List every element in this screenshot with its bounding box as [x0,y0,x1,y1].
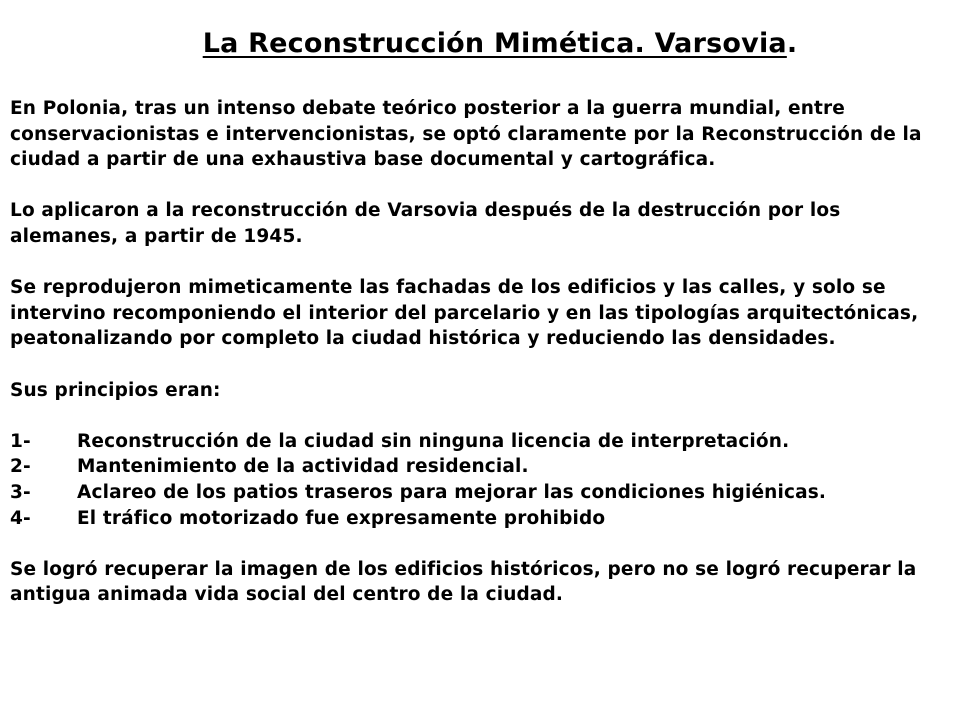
list-item-text: El tráfico motorizado fue expresamente prohibido [77,507,606,529]
slide-body [10,96,950,633]
paragraph-method: Se reprodujeron mimeticamente las fachadas de los edificios y las calles, y solo se intervino recomponiendo el interior del parcelario y en las tipologías arquitectónicas, peatonalizando por completo la ciudad histórica y reduciendo las densidades. [10,277,919,350]
list-item-number: 1- [10,430,31,452]
list-item-text: Reconstrucción de la ciudad sin ninguna licencia de interpretación. [77,430,790,452]
list-item-number: 4- [10,507,31,529]
list-item-text: Aclareo de los patios traseros para mejorar las condiciones higiénicas. [77,481,827,503]
principles-list [10,429,950,531]
paragraph-intro: En Polonia, tras un intenso debate teórico posterior a la guerra mundial, entre conservacionistas e intervencionistas, se optó claramente por la Reconstrucción de la ciudad a partir de una exhaustiva base documental y cartográfica. [10,98,922,171]
list-item-number: 3- [10,481,31,503]
list-item [10,506,950,532]
list-item [10,454,950,480]
list-item-number: 2- [10,456,31,478]
list-item-text: Mantenimiento de la actividad residencial. [77,456,529,478]
slide-title-period: . [786,28,798,59]
paragraph-application: Lo aplicaron a la reconstrucción de Varsovia después de la destrucción por los alemanes, a partir de 1945. [10,200,841,247]
list-item [10,429,950,455]
paragraph-principles-heading: Sus principios eran: [10,379,221,401]
slide-title-text: La Reconstrucción Mimética. Varsovia [202,28,787,59]
list-item [10,480,950,506]
slide-title [0,24,960,64]
paragraph-conclusion: Se logró recuperar la imagen de los edificios históricos, pero no se logró recuperar la antigua animada vida social del centro de la ciudad. [10,558,917,606]
